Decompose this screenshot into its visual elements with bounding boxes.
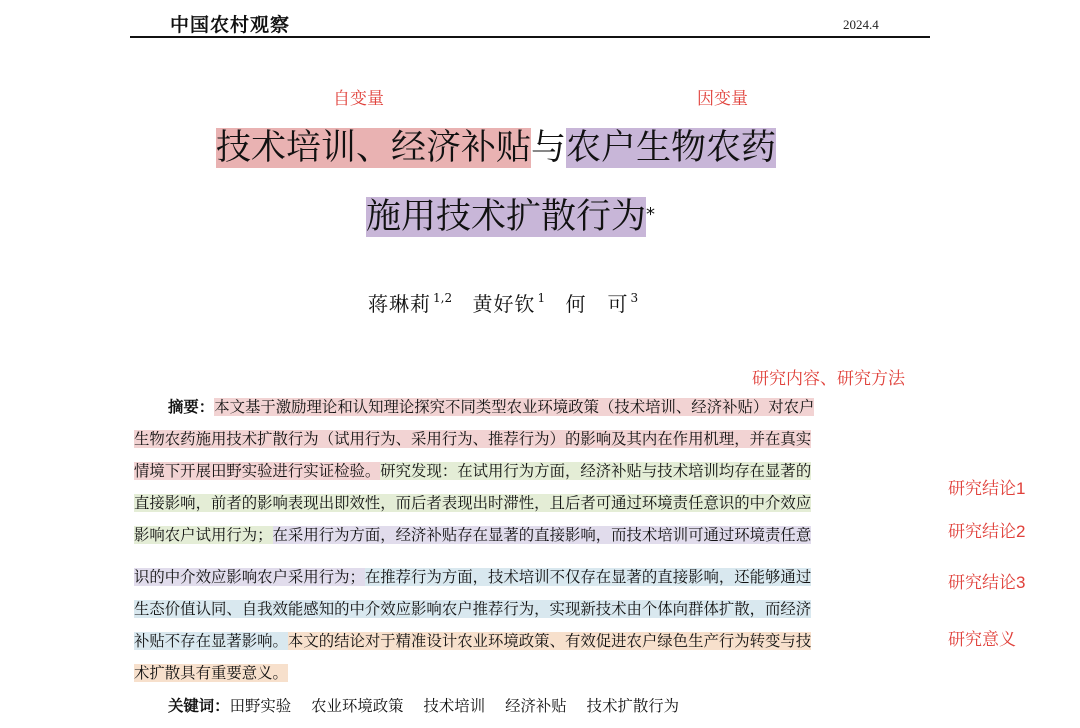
abstract-line (134, 593, 811, 625)
author-name: 蒋琳莉 (368, 292, 431, 316)
abstract-line (168, 391, 814, 423)
annotation-content-method: 研究内容、研究方法 (752, 369, 905, 388)
abstract-conclusion-2: 在采用行为方面，经济补贴存在显著的直接影响，而技术培训可通过环境责任意 (272, 526, 812, 544)
abstract-conclusion-1: 直接影响，前者的影响表现出即效性，而后者表现出时滞性，且后者可通过环境责任意识的中介效应 (134, 494, 812, 512)
keyword: 田野实验 (229, 697, 292, 715)
abstract-line (134, 423, 811, 455)
annotation-significance: 研究意义 (948, 630, 1016, 649)
abstract-line (134, 625, 811, 657)
title-line-2 (366, 194, 655, 240)
abstract-conclusion-2: 识的中介效应影响农户采用行为； (134, 568, 365, 586)
abstract-conclusion-3: 在推荐行为方面，技术培训不仅存在显著的直接影响，还能够通过 (364, 568, 812, 586)
author-name: 何 可 (565, 292, 629, 316)
issue-date: 2024.4 (843, 17, 879, 32)
annotation-independent-variable: 自变量 (333, 89, 384, 108)
abstract-significance: 术扩散具有重要意义。 (134, 664, 288, 682)
abstract-content-method: 本文基于激励理论和认知理论探究不同类型农业环境政策（技术培训、经济补贴）对农户 (214, 398, 815, 416)
abstract-conclusion-3: 补贴不存在显著影响。 (134, 632, 288, 650)
title-connector: 与 (531, 128, 567, 168)
abstract-line (134, 519, 811, 551)
annotation-conclusion-2: 研究结论2 (948, 522, 1026, 541)
annotation-dependent-variable: 因变量 (697, 89, 748, 108)
abstract-conclusion-1: 研究发现：在试用行为方面，经济补贴与技术培训均存在显著的 (380, 462, 812, 480)
abstract-conclusion-3: 生态价值认同、自我效能感知的中介效应影响农户推荐行为，实现新技术由个体向群体扩散，而经济 (134, 600, 812, 618)
abstract-conclusion-1: 影响农户试用行为； (134, 526, 273, 544)
annotation-conclusion-1: 研究结论1 (948, 479, 1026, 498)
keyword: 经济补贴 (505, 697, 567, 715)
header-rule (130, 36, 930, 38)
title-independent-variable: 技术培训、经济补贴 (216, 128, 532, 168)
abstract-line (134, 657, 288, 689)
authors (368, 288, 652, 317)
keyword: 农业环境政策 (311, 697, 404, 715)
author-affiliation: 1,2 (433, 291, 453, 305)
title-footnote-marker: * (646, 204, 656, 225)
abstract-line (134, 455, 811, 487)
title-line-1 (216, 125, 776, 171)
author-affiliation: 3 (630, 291, 639, 305)
author-name: 黄好钦 (472, 292, 536, 316)
abstract-content-method: 生物农药施用技术扩散行为（试用行为、采用行为、推荐行为）的影响及其内在作用机理，并在真实 (134, 430, 812, 448)
keywords (168, 694, 699, 716)
abstract-line (134, 487, 811, 519)
abstract-significance: 本文的结论对于精准设计农业环境政策、有效促进农户绿色生产行为转变与技 (287, 632, 812, 650)
annotation-conclusion-3: 研究结论3 (948, 573, 1026, 592)
keywords-label: 关键词： (168, 697, 230, 715)
title-dependent-variable-part1: 农户生物农药 (566, 128, 777, 168)
abstract-line (134, 561, 811, 593)
author-affiliation: 1 (537, 291, 546, 305)
abstract-label: 摘要： (168, 398, 215, 416)
journal-name: 中国农村观察 (170, 14, 291, 36)
abstract-content-method: 情境下开展田野实验进行实证检验。 (134, 462, 381, 480)
title-dependent-variable-part2: 施用技术扩散行为 (366, 197, 647, 237)
keyword: 技术培训 (423, 697, 486, 715)
keyword: 技术扩散行为 (586, 697, 680, 715)
